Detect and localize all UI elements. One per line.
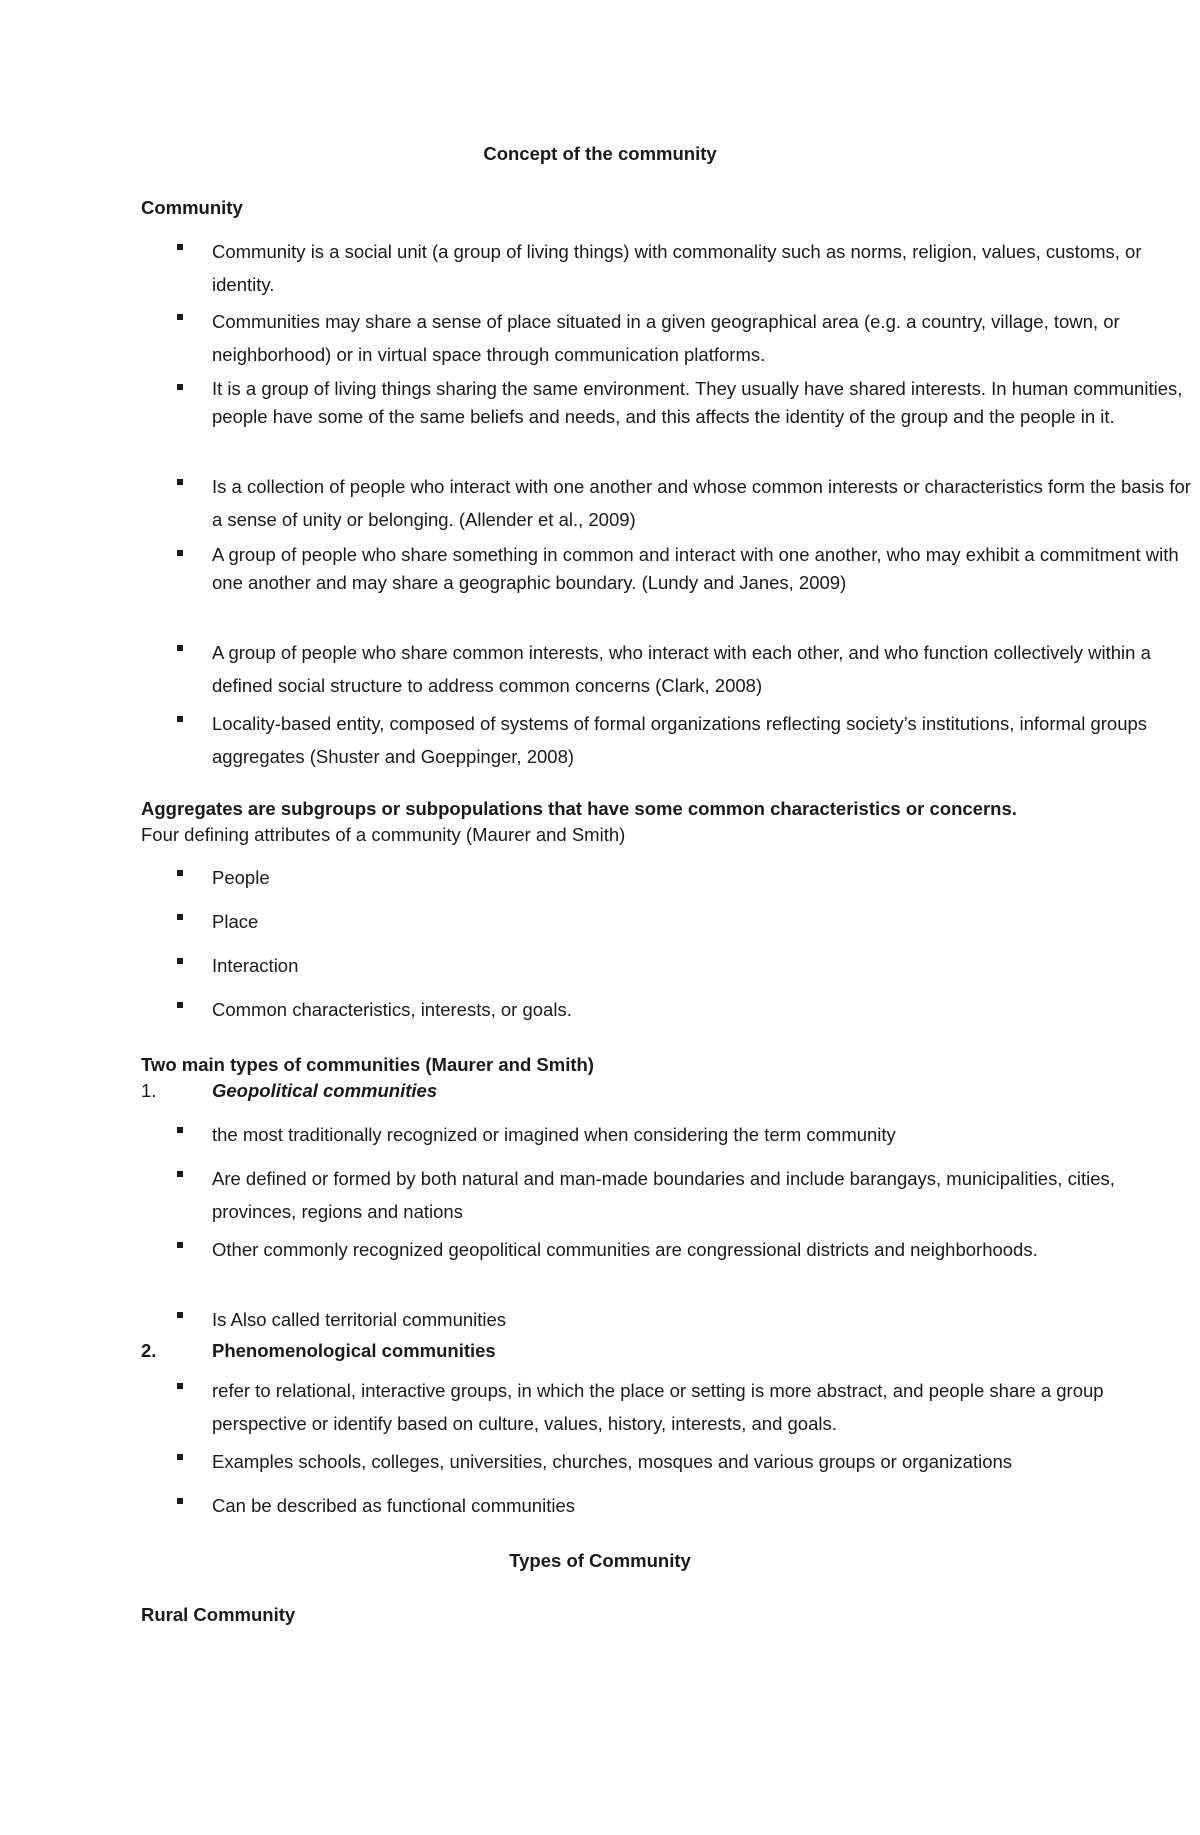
page-title: Concept of the community <box>483 143 717 164</box>
geopolitical-number: 1. <box>141 1080 157 1101</box>
phenomenological-number: 2. <box>141 1340 157 1361</box>
types-main-heading: Two main types of communities (Maurer and Smith) <box>141 1054 594 1075</box>
square-bullet-icon <box>177 1383 183 1389</box>
list-item: Interaction <box>212 955 299 976</box>
square-bullet-icon <box>177 384 183 390</box>
list-item: Other commonly recognized geopolitical communities are congressional districts and neighborhoods. <box>212 1239 1038 1260</box>
list-item: Place <box>212 911 259 932</box>
list-item: Examples schools, colleges, universities, churches, mosques and various groups or organizations <box>212 1451 1013 1472</box>
square-bullet-icon <box>177 914 183 920</box>
square-bullet-icon <box>177 244 183 250</box>
square-bullet-icon <box>177 479 183 485</box>
square-bullet-icon <box>177 1002 183 1008</box>
list-item: Locality-based entity, composed of systems of formal organizations reflecting society’s institutions, informal groups aggregates (Shuster and Goeppinger, 2008) <box>212 713 1148 767</box>
list-item: Can be described as functional communities <box>212 1495 575 1516</box>
square-bullet-icon <box>177 870 183 876</box>
square-bullet-icon <box>177 1242 183 1248</box>
list-item: Community is a social unit (a group of living things) with commonality such as norms, religion, values, customs, or identity. <box>212 241 1142 295</box>
rural-community-heading: Rural Community <box>141 1604 296 1625</box>
community-heading: Community <box>141 197 243 218</box>
list-item: Communities may share a sense of place situated in a given geographical area (e.g. a country, village, town, or neighborhood) or in virtual space through communication platforms. <box>212 311 1120 365</box>
square-bullet-icon <box>177 550 183 556</box>
list-item: Are defined or formed by both natural and man-made boundaries and include barangays, municipalities, cities, provinces, regions and nations <box>212 1168 1115 1222</box>
list-item: the most traditionally recognized or imagined when considering the term community <box>212 1124 896 1145</box>
types-of-community-title: Types of Community <box>509 1550 691 1571</box>
list-item: People <box>212 867 270 888</box>
list-item: refer to relational, interactive groups, in which the place or setting is more abstract, and people share a group perspective or identify based on culture, values, history, interests, and goals. <box>212 1380 1104 1434</box>
phenomenological-label: Phenomenological communities <box>212 1340 496 1361</box>
list-item: Is Also called territorial communities <box>212 1309 507 1330</box>
list-item: A group of people who share something in common and interact with one another, who may exhibit a commitment with one another and may share a geographic boundary. (Lundy and Janes, 2009) <box>212 544 1179 593</box>
square-bullet-icon <box>177 1454 183 1460</box>
square-bullet-icon <box>177 314 183 320</box>
list-item: A group of people who share common interests, who interact with each other, and who function collectively within a defined social structure to address common concerns (Clark, 2008) <box>212 642 1151 696</box>
attributes-intro: Four defining attributes of a community (Maurer and Smith) <box>141 824 626 845</box>
aggregates-statement: Aggregates are subgroups or subpopulations that have some common characteristics or concerns. <box>141 798 1017 819</box>
list-item: It is a group of living things sharing the same environment. They usually have shared interests. In human communities, people have some of the same beliefs and needs, and this affects the identity of the group and the people in it. <box>212 378 1183 427</box>
square-bullet-icon <box>177 716 183 722</box>
square-bullet-icon <box>177 1127 183 1133</box>
square-bullet-icon <box>177 645 183 651</box>
square-bullet-icon <box>177 958 183 964</box>
square-bullet-icon <box>177 1312 183 1318</box>
list-item: Common characteristics, interests, or goals. <box>212 999 572 1020</box>
list-item: Is a collection of people who interact with one another and whose common interests or characteristics form the basis for a sense of unity or belonging. (Allender et al., 2009) <box>212 476 1191 530</box>
geopolitical-label: Geopolitical communities <box>212 1080 438 1101</box>
square-bullet-icon <box>177 1498 183 1504</box>
square-bullet-icon <box>177 1171 183 1177</box>
